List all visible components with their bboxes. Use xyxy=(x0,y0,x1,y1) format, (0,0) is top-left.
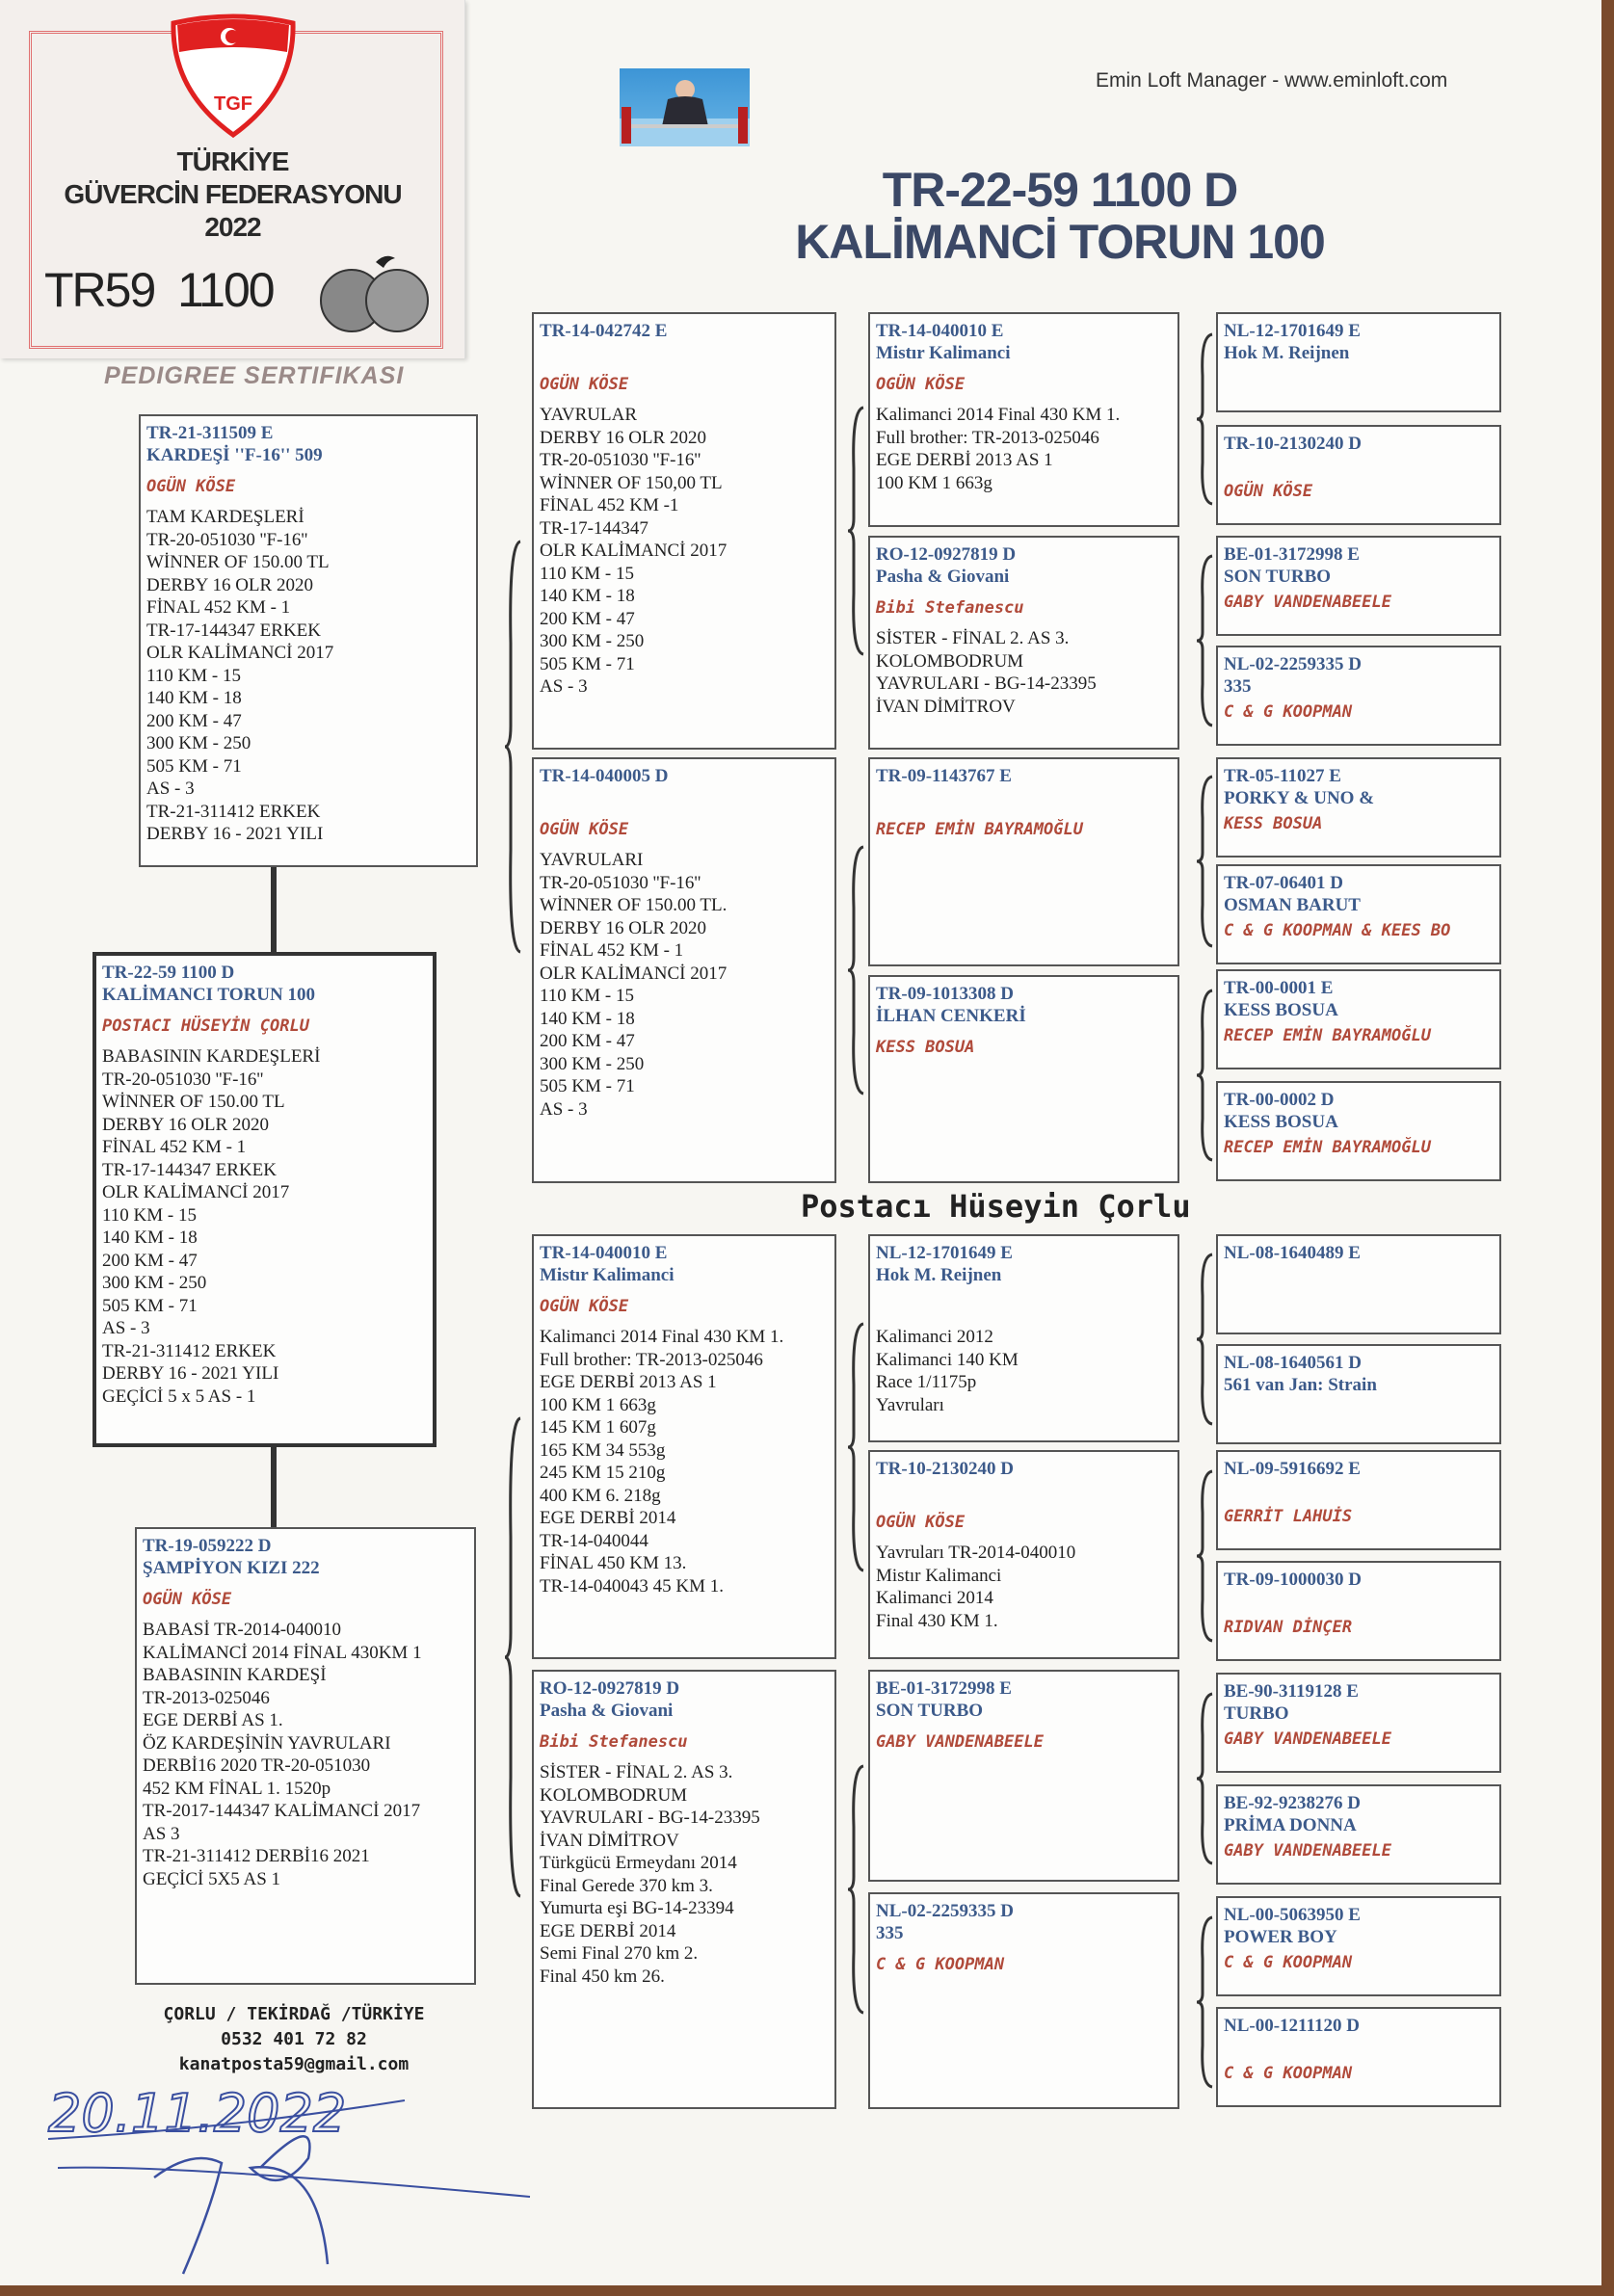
note-line: Mistır Kalimanci xyxy=(876,1565,1002,1586)
pigeon-name: Mistır Kalimanci xyxy=(876,343,1011,363)
note-line: Kalimanci 2014 Final 430 KM 1. xyxy=(876,405,1121,425)
note-line: OLR KALİMANCİ 2017 xyxy=(146,643,334,663)
ring-id: BE-01-3172998 E xyxy=(876,1678,1012,1699)
note-line: WİNNER OF 150,00 TL xyxy=(540,472,723,493)
brace-connector xyxy=(1195,332,1214,506)
pigeon-name: PORKY & UNO & xyxy=(1224,788,1375,808)
note-line: AS 3 xyxy=(143,1823,180,1844)
note-line: TR-21-311412 ERKEK xyxy=(146,801,321,822)
weightlifter-image-icon xyxy=(620,68,750,146)
note-line: Kalimanci 2014 Final 430 KM 1. xyxy=(540,1327,784,1347)
notes-list xyxy=(146,506,470,846)
note-line: TR-20-051030 ''F-16'' xyxy=(146,529,308,550)
breeder-name: C & G KOOPMAN xyxy=(1224,702,1353,722)
pedigree-box[interactable] xyxy=(868,1670,1179,1882)
note-line: 300 KM - 250 xyxy=(540,631,645,651)
pigeon-name: SON TURBO xyxy=(1224,567,1332,587)
ring-id: RO-12-0927819 D xyxy=(540,1678,680,1699)
note-line: TAM KARDEŞLERİ xyxy=(146,507,304,527)
contact-phone: 0532 401 72 82 xyxy=(221,2029,367,2049)
breeder-name xyxy=(1224,1290,1494,1312)
pedigree-box[interactable] xyxy=(1216,864,1501,964)
note-line: Semi Final 270 km 2. xyxy=(540,1943,699,1964)
certificate-year: 2022 xyxy=(204,212,261,242)
federation-certificate-card xyxy=(0,0,465,358)
ring-id: TR-14-040010 E xyxy=(876,321,1004,341)
note-line: OLR KALİMANCİ 2017 xyxy=(540,963,728,984)
note-line: 505 KM - 71 xyxy=(102,1295,198,1316)
pedigree-box[interactable] xyxy=(93,952,437,1447)
ring-id: NL-00-5063950 E xyxy=(1224,1905,1361,1925)
pedigree-box[interactable] xyxy=(1216,1673,1501,1773)
note-line: FİNAL 450 KM 13. xyxy=(540,1553,687,1573)
pigeon-name: Pasha & Giovani xyxy=(876,567,1010,587)
contact-email: kanatposta59@gmail.com xyxy=(178,2054,410,2074)
globe-seal-icon xyxy=(318,252,432,335)
note-line: Kalimanci 140 KM xyxy=(876,1349,1019,1370)
brace-connector xyxy=(846,845,865,1095)
notes-list xyxy=(876,404,1172,494)
contact-location: ÇORLU / TEKİRDAĞ /TÜRKİYE xyxy=(163,2004,425,2024)
brace-connector xyxy=(846,406,865,656)
note-line: İVAN DİMİTROV xyxy=(876,696,1016,717)
breeder-name: RIDVAN DİNÇER xyxy=(1224,1618,1353,1637)
note-line: Türkgücü Ermeydanı 2014 xyxy=(540,1853,737,1873)
note-line: TR-17-144347 xyxy=(540,517,648,539)
pigeon-name: Mistır Kalimanci xyxy=(540,1265,675,1285)
ring-id: TR-00-0002 D xyxy=(1224,1090,1335,1110)
federation-line1: TÜRKİYE xyxy=(176,146,289,176)
pedigree-box[interactable] xyxy=(1216,646,1501,746)
breeder-name: OGÜN KÖSE xyxy=(143,1590,232,1609)
note-line: TR-20-051030 ''F-16'' xyxy=(540,450,701,470)
note-line: 140 KM - 18 xyxy=(540,586,635,606)
pedigree-box[interactable] xyxy=(868,1234,1179,1442)
brace-connector xyxy=(1195,554,1214,727)
note-line: FİNAL 452 KM - 1 xyxy=(540,940,684,961)
ring-id: TR-22-59 1100 D xyxy=(102,963,235,983)
brace-connector xyxy=(503,540,522,954)
pedigree-box[interactable] xyxy=(139,414,478,867)
breeder-name: OGÜN KÖSE xyxy=(876,375,966,394)
brace-connector xyxy=(846,1764,865,2015)
note-line: OLR KALİMANCİ 2017 xyxy=(540,541,728,561)
note-line: 200 KM - 47 xyxy=(540,608,635,629)
ring-id: BE-90-3119128 E xyxy=(1224,1681,1359,1702)
breeder-name: C & G KOOPMAN xyxy=(1224,1953,1353,1972)
note-line: TR-14-040044 xyxy=(540,1530,648,1551)
note-line: 140 KM - 18 xyxy=(540,1008,635,1029)
note-line: 140 KM - 18 xyxy=(146,688,242,708)
brace-connector xyxy=(503,1416,522,1898)
breeder-name: KESS BOSUA xyxy=(1224,814,1323,833)
note-line: 505 KM - 71 xyxy=(540,1076,635,1096)
pedigree-box[interactable] xyxy=(135,1527,476,1985)
ring-id: NL-02-2259335 D xyxy=(876,1901,1015,1921)
weightlifter-photo xyxy=(620,68,750,146)
note-line: AS - 3 xyxy=(102,1318,150,1338)
pigeon-name: OSMAN BARUT xyxy=(1224,895,1361,915)
note-line: TR-20-051030 ''F-16'' xyxy=(102,1069,264,1090)
breeder-name: OGÜN KÖSE xyxy=(540,375,629,394)
brace-connector xyxy=(1195,775,1214,948)
note-line: AS - 3 xyxy=(540,676,588,697)
note-line: Full brother: TR-2013-025046 xyxy=(876,427,1099,448)
pigeon-name: KESS BOSUA xyxy=(1224,1112,1338,1132)
note-line: KOLOMBODRUM xyxy=(540,1784,688,1806)
breeder-name: C & G KOOPMAN & KEES BO xyxy=(1224,921,1451,940)
pigeon-name: KESS BOSUA xyxy=(1224,1000,1338,1020)
ring-number-value: 1100 xyxy=(177,263,274,317)
note-line: 200 KM - 47 xyxy=(102,1250,198,1271)
ring-id: TR-00-0001 E xyxy=(1224,978,1334,998)
pigeon-name: KARDEŞİ ''F-16'' 509 xyxy=(146,445,323,465)
pedigree-box[interactable] xyxy=(1216,1450,1501,1550)
ring-id: NL-08-1640561 D xyxy=(1224,1353,1363,1373)
breeder-name: OGÜN KÖSE xyxy=(540,1297,629,1316)
breeder-name: C & G KOOPMAN xyxy=(1224,2064,1353,2083)
note-line: 140 KM - 18 xyxy=(102,1227,198,1248)
note-line: 505 KM - 71 xyxy=(146,755,242,777)
note-line: OLR KALİMANCİ 2017 xyxy=(102,1182,290,1202)
ring-id: TR-07-06401 D xyxy=(1224,873,1344,893)
ring-id: RO-12-0927819 D xyxy=(876,544,1017,565)
pedigree-box[interactable] xyxy=(1216,1896,1501,1996)
note-line: TR-14-040043 45 KM 1. xyxy=(540,1575,725,1597)
ring-id: TR-09-1143767 E xyxy=(876,766,1012,786)
note-line: DERBİ16 2020 TR-20-051030 xyxy=(143,1755,371,1776)
note-line: DERBY 16 OLR 2020 xyxy=(540,917,706,938)
pigeon-name xyxy=(876,1480,1172,1502)
ring-id: TR-14-040010 E xyxy=(540,1243,668,1263)
pigeon-name: POWER BOY xyxy=(1224,1927,1337,1947)
note-line: 200 KM - 47 xyxy=(540,1031,635,1051)
note-line: İVAN DİMİTROV xyxy=(540,1830,679,1851)
breeder-name: KESS BOSUA xyxy=(876,1038,975,1057)
ring-id: NL-00-1211120 D xyxy=(1224,2016,1360,2036)
brace-connector xyxy=(1195,1253,1214,1426)
pedigree-box[interactable] xyxy=(868,975,1179,1183)
software-brand: Emin Loft Manager - www.eminloft.com xyxy=(1096,69,1448,92)
pigeon-name xyxy=(540,342,829,364)
note-line: FİNAL 452 KM - 1 xyxy=(102,1137,247,1157)
brace-connector xyxy=(1195,1469,1214,1643)
note-line: Yumurta eşi BG-14-23394 xyxy=(540,1898,734,1918)
note-line: ÖZ KARDEŞİNİN YAVRULARI xyxy=(143,1732,391,1754)
note-line: WİNNER OF 150.00 TL. xyxy=(540,895,728,915)
pedigree-box[interactable] xyxy=(868,1450,1179,1659)
federation-line2: GÜVERCİN FEDERASYONU xyxy=(64,179,402,209)
note-line: Yavruları xyxy=(876,1394,944,1415)
pigeon-name: 561 van Jan: Strain xyxy=(1224,1375,1377,1395)
pigeon-name: SON TURBO xyxy=(876,1701,984,1721)
note-line: Final 430 KM 1. xyxy=(876,1610,998,1631)
connector-line xyxy=(271,867,277,952)
ring-id: TR-05-11027 E xyxy=(1224,766,1341,786)
note-line: TR-20-051030 ''F-16'' xyxy=(540,872,701,893)
pigeon-name xyxy=(1224,455,1494,477)
note-line: 300 KM - 250 xyxy=(102,1273,207,1293)
note-line: KOLOMBODRUM xyxy=(876,650,1024,672)
connector-line xyxy=(271,1447,277,1527)
notes-list xyxy=(540,1761,829,1988)
note-line: 300 KM - 250 xyxy=(540,1053,645,1074)
ring-id: NL-12-1701649 E xyxy=(1224,321,1361,341)
note-line: 110 KM - 15 xyxy=(146,665,241,686)
pedigree-box[interactable] xyxy=(532,312,836,750)
ring-id: TR-10-2130240 D xyxy=(876,1459,1015,1479)
pedigree-box[interactable] xyxy=(532,1670,836,2109)
pedigree-box[interactable] xyxy=(1216,969,1501,1069)
pigeon-name: İLHAN CENKERİ xyxy=(876,1006,1026,1026)
pigeon-name xyxy=(1224,1591,1494,1613)
note-line: YAVRULARI xyxy=(540,850,644,870)
pedigree-box[interactable] xyxy=(1216,1234,1501,1334)
breeder-name: OGÜN KÖSE xyxy=(1224,482,1313,501)
ring-id: TR-09-1013308 D xyxy=(876,984,1015,1004)
breeder-name: POSTACI HÜSEYİN ÇORLU xyxy=(102,1016,309,1036)
note-line: EGE DERBİ 2013 AS 1 xyxy=(876,450,1053,470)
breeder-name: GERRİT LAHUİS xyxy=(1224,1507,1353,1526)
pigeon-name: ŞAMPİYON KIZI 222 xyxy=(143,1558,320,1578)
note-line: BABASININ KARDEŞİ xyxy=(143,1665,327,1685)
note-line: 110 KM - 15 xyxy=(540,986,634,1006)
breeder-name: RECEP EMİN BAYRAMOĞLU xyxy=(876,820,1083,839)
note-line: YAVRULARI - BG-14-23395 xyxy=(540,1808,760,1828)
owner-name: Postacı Hüseyin Çorlu xyxy=(801,1188,1191,1225)
note-line: FİNAL 452 KM - 1 xyxy=(146,597,291,618)
breeder-name: Bibi Stefanescu xyxy=(876,598,1024,618)
ring-id: TR-10-2130240 D xyxy=(1224,434,1363,454)
ring-id: TR-19-059222 D xyxy=(143,1536,272,1556)
ring-id: NL-12-1701649 E xyxy=(876,1243,1013,1263)
note-line: WİNNER OF 150.00 TL xyxy=(102,1092,285,1112)
note-line: 300 KM - 250 xyxy=(146,733,251,753)
breeder-name: OGÜN KÖSE xyxy=(876,1513,966,1532)
note-line: DERBY 16 - 2021 YILI xyxy=(102,1363,279,1384)
pedigree-box[interactable] xyxy=(532,1234,836,1659)
note-line: KALİMANCİ 2014 FİNAL 430KM 1 xyxy=(143,1642,422,1663)
ring-prefix: TR59 xyxy=(44,263,155,317)
note-line: TR-21-311412 ERKEK xyxy=(102,1340,277,1361)
note-line: AS - 3 xyxy=(146,779,195,799)
pigeon-name: Hok M. Reijnen xyxy=(876,1265,1002,1285)
pedigree-certificate-title: PEDIGREE SERTIFIKASI xyxy=(104,362,405,389)
note-line: TR-17-144347 ERKEK xyxy=(102,1159,278,1180)
pigeon-name xyxy=(876,787,1172,809)
breeder-name: RECEP EMİN BAYRAMOĞLU xyxy=(1224,1138,1431,1157)
pedigree-box[interactable] xyxy=(1216,2007,1501,2107)
note-line: SİSTER - FİNAL 2. AS 3. xyxy=(540,1762,733,1782)
handwritten-date: 20.11.2022 xyxy=(48,2083,347,2144)
note-line: EGE DERBİ 2014 xyxy=(540,1508,676,1528)
pedigree-box[interactable] xyxy=(1216,312,1501,412)
breeder-name: GABY VANDENABEELE xyxy=(876,1732,1044,1752)
pedigree-box[interactable] xyxy=(1216,1784,1501,1885)
ring-number xyxy=(44,262,274,318)
pedigree-box[interactable] xyxy=(1216,757,1501,858)
pedigree-box[interactable] xyxy=(868,1892,1179,2109)
note-line: SİSTER - FİNAL 2. AS 3. xyxy=(876,628,1070,648)
note-line: 400 KM 6. 218g xyxy=(540,1485,661,1506)
note-line: TR-2017-144347 KALİMANCİ 2017 xyxy=(143,1801,421,1821)
breeder-name: GABY VANDENABEELE xyxy=(1224,1729,1391,1749)
pedigree-box[interactable] xyxy=(532,757,836,1183)
note-line: GEÇİCİ 5 x 5 AS - 1 xyxy=(102,1386,256,1407)
pigeon-name xyxy=(540,787,829,809)
note-line: EGE DERBİ AS 1. xyxy=(143,1710,283,1730)
note-line: Full brother: TR-2013-025046 xyxy=(540,1349,763,1370)
handwritten-date-signature xyxy=(29,2072,569,2283)
note-line: 145 KM 1 607g xyxy=(540,1417,656,1438)
notes-list xyxy=(102,1045,427,1408)
note-line: DERBY 16 OLR 2020 xyxy=(146,574,313,595)
note-line: GEÇİCİ 5X5 AS 1 xyxy=(143,1868,281,1889)
breeder-name xyxy=(1224,368,1494,390)
pigeon-name: Hok M. Reijnen xyxy=(1224,343,1350,363)
note-line: TR-21-311412 DERBİ16 2021 xyxy=(143,1846,370,1866)
breeder-name: GABY VANDENABEELE xyxy=(1224,1841,1391,1861)
note-line: 452 KM FİNAL 1. 1520p xyxy=(143,1778,331,1799)
brace-connector xyxy=(846,1322,865,1572)
notes-list xyxy=(876,1542,1172,1632)
pigeon-name-title: KALİMANCİ TORUN 100 xyxy=(795,215,1325,269)
note-line: 165 KM 34 553g xyxy=(540,1439,666,1461)
notes-list xyxy=(876,1326,1172,1416)
note-line: BABASİ TR-2014-040010 xyxy=(143,1620,342,1640)
breeder-name: Bibi Stefanescu xyxy=(540,1732,688,1752)
pigeon-name: 335 xyxy=(1224,676,1252,697)
notes-list xyxy=(876,627,1172,718)
note-line: 100 KM 1 663g xyxy=(540,1394,656,1415)
notes-list xyxy=(540,1326,829,1597)
pigeon-name xyxy=(1224,2037,1494,2059)
pigeon-name: PRİMA DONNA xyxy=(1224,1815,1357,1835)
note-line: Final 450 km 26. xyxy=(540,1966,665,1987)
breeder-name: GABY VANDENABEELE xyxy=(1224,593,1391,612)
note-line: Race 1/1175p xyxy=(876,1372,977,1392)
pigeon-name: TURBO xyxy=(1224,1703,1289,1724)
note-line: 200 KM - 47 xyxy=(146,710,242,731)
note-line: Final Gerede 370 km 3. xyxy=(540,1875,713,1896)
note-line: 505 KM - 71 xyxy=(540,653,635,674)
note-line: WİNNER OF 150.00 TL xyxy=(146,552,330,572)
pigeon-name: KALİMANCI TORUN 100 xyxy=(102,985,315,1005)
pigeon-name xyxy=(1224,1480,1494,1502)
brace-connector xyxy=(1195,1915,1214,2089)
svg-text:TGF: TGF xyxy=(214,93,252,115)
note-line: EGE DERBİ 2013 AS 1 xyxy=(540,1372,717,1392)
breeder-name xyxy=(1224,1400,1494,1422)
pigeon-ring-title: TR-22-59 1100 D xyxy=(882,163,1238,217)
note-line: Kalimanci 2014 xyxy=(876,1588,993,1608)
note-line: 110 KM - 15 xyxy=(102,1204,197,1226)
breeder-name: C & G KOOPMAN xyxy=(876,1955,1005,1974)
ring-id: TR-09-1000030 D xyxy=(1224,1570,1363,1590)
brace-connector xyxy=(1195,989,1214,1162)
ring-id: BE-92-9238276 D xyxy=(1224,1793,1361,1813)
tgf-shield-logo-icon xyxy=(166,13,301,139)
note-line: YAVRULAR xyxy=(540,405,638,425)
ring-id: NL-08-1640489 E xyxy=(1224,1243,1361,1263)
brace-connector xyxy=(1195,1692,1214,1865)
note-line: DERBY 16 OLR 2020 xyxy=(540,427,706,448)
ring-id: TR-14-040005 D xyxy=(540,766,669,786)
pedigree-box[interactable] xyxy=(1216,1081,1501,1181)
note-line: DERBY 16 OLR 2020 xyxy=(102,1114,269,1135)
ring-id: NL-02-2259335 D xyxy=(1224,654,1363,674)
notes-list xyxy=(540,849,829,1121)
pedigree-box[interactable] xyxy=(1216,1344,1501,1444)
note-line: BABASININ KARDEŞLERİ xyxy=(102,1046,321,1067)
pedigree-box[interactable] xyxy=(868,312,1179,527)
pigeon-name xyxy=(1224,1264,1494,1286)
note-line: 110 KM - 15 xyxy=(540,563,634,584)
notes-list xyxy=(540,404,829,699)
breeder-name xyxy=(876,1296,1172,1318)
ring-id: NL-09-5916692 E xyxy=(1224,1459,1361,1479)
note-line: TR-2013-025046 xyxy=(143,1687,270,1708)
pedigree-box[interactable] xyxy=(868,536,1179,750)
note-line: Kalimanci 2012 xyxy=(876,1327,993,1347)
breeder-name: OGÜN KÖSE xyxy=(540,820,629,839)
note-line: YAVRULARI - BG-14-23395 xyxy=(876,673,1097,694)
pedigree-box[interactable] xyxy=(868,757,1179,966)
ring-id: TR-21-311509 E xyxy=(146,423,274,443)
ring-id: TR-14-042742 E xyxy=(540,321,668,341)
notes-list xyxy=(143,1619,468,1890)
note-line: FİNAL 452 KM -1 xyxy=(540,495,679,515)
pigeon-name: 335 xyxy=(876,1923,904,1943)
note-line: AS - 3 xyxy=(540,1098,588,1120)
breeder-name: OGÜN KÖSE xyxy=(146,477,236,496)
ring-id: BE-01-3172998 E xyxy=(1224,544,1360,565)
note-line: TR-17-144347 ERKEK xyxy=(146,620,322,641)
pedigree-box[interactable] xyxy=(1216,536,1501,636)
breeder-name: RECEP EMİN BAYRAMOĞLU xyxy=(1224,1026,1431,1045)
note-line: EGE DERBİ 2014 xyxy=(540,1920,676,1941)
pigeon-name: Pasha & Giovani xyxy=(540,1701,674,1721)
note-line: 100 KM 1 663g xyxy=(876,472,992,493)
note-line: 245 KM 15 210g xyxy=(540,1463,666,1483)
pedigree-box[interactable] xyxy=(1216,1561,1501,1661)
note-line: Yavruları TR-2014-040010 xyxy=(876,1543,1076,1563)
note-line: DERBY 16 - 2021 YILI xyxy=(146,824,324,844)
pedigree-box[interactable] xyxy=(1216,425,1501,525)
